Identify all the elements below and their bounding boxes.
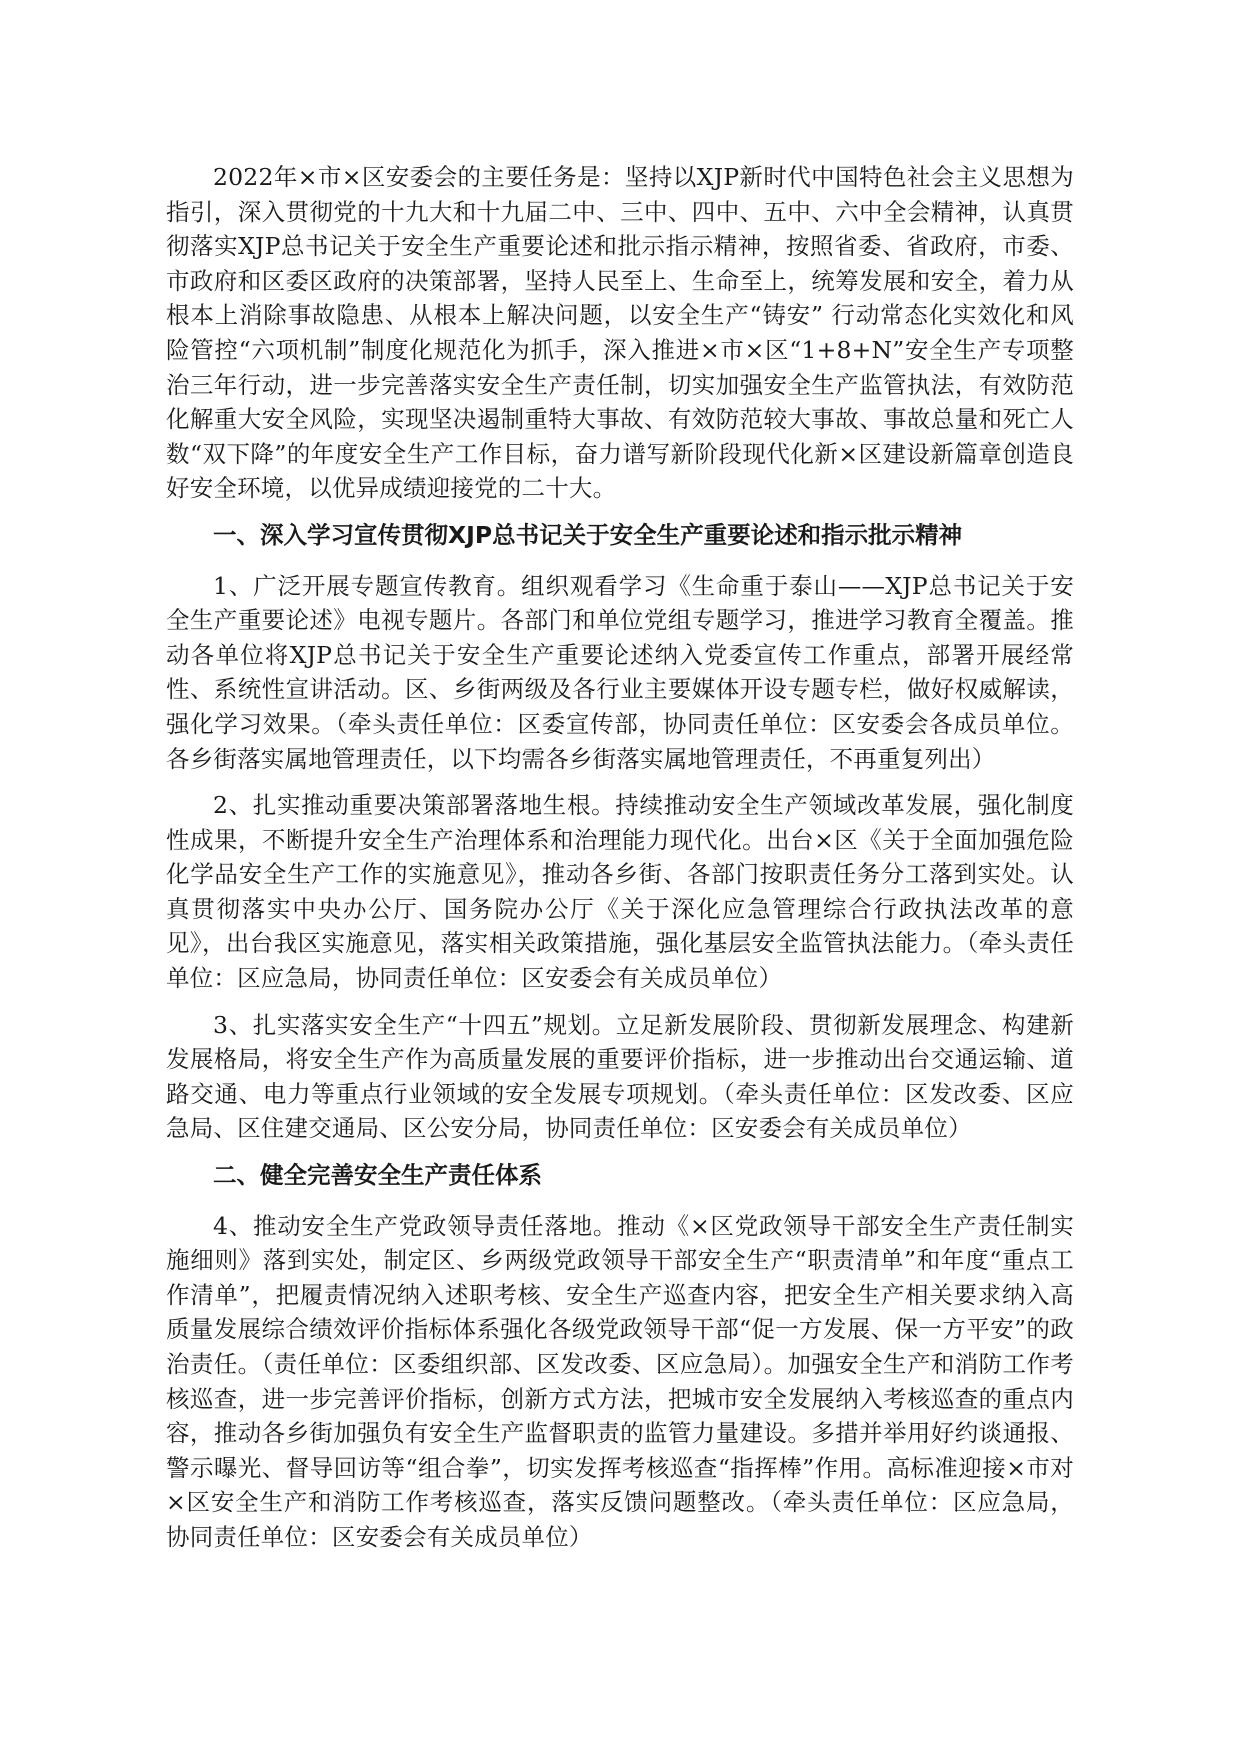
item-paragraph-3: 3、扎实落实安全生产“十四五”规划。立足新发展阶段、贯彻新发展理念、构建新发展格局，将安全生产作为高质量发展的重要评价指标，进一步推动出台交通运输、道路交通、电力等重点行业领域的安全发展专项规划。（牵头责任单位：区发改委、区应急局、区住建交通局、区公安分局，协同责任单位：区安委会有关成员单位） — [166, 1010, 1074, 1143]
item-paragraph-2: 2、扎实推动重要决策部署落地生根。持续推动安全生产领域改革发展，强化制度性成果，不断提升安全生产治理体系和治理能力现代化。出台×区《关于全面加强危险化学品安全生产工作的实施意见》，推动各乡街、各部门按职责任务分工落到实处。认真贯彻落实中央办公厅、国务院办公厅《关于深化应急管理综合行政执法改革的意见》，出台我区实施意见，落实相关政策措施，强化基层安全监管执法能力。（牵头责任单位：区应急局，协同责任单位：区安委会有关成员单位） — [166, 791, 1074, 993]
intro-paragraph: 2022年×市×区安委会的主要任务是：坚持以XJP新时代中国特色社会主义思想为指引，深入贯彻党的十九大和十九届二中、三中、四中、五中、六中全会精神，认真贯彻落实XJP总书记关于安全生产重要论述和批示指示精神，按照省委、省政府，市委、市政府和区委区政府的决策部署，坚持人民至上、生命至上，统筹发展和安全，着力从根本上消除事故隐患、从根本上解决问题，以安全生产“铸安” 行动常态化实效化和风险管控“六项机制”制度化规范化为抓手，深入推进×市×区“1+8+N”安全生产专项整治三年行动，进一步完善落实安全生产责任制，切实加强安全生产监管执法，有效防范化解重大安全风险，实现坚决遏制重特大事故、有效防范较大事故、事故总量和死亡人数“双下降”的年度安全生产工作目标，奋力谱写新阶段现代化新×区建设新篇章创造良好安全环境，以优异成绩迎接党的二十大。 — [166, 163, 1074, 503]
section-heading-2: 二、健全完善安全生产责任体系 — [213, 1161, 542, 1190]
item-paragraph-4: 4、推动安全生产党政领导责任落地。推动《×区党政领导干部安全生产责任制实施细则》落到实处，制定区、乡两级党政领导干部安全生产“职责清单”和年度“重点工作清单”，把履责情况纳入述职考核、安全生产巡查内容，把安全生产相关要求纳入高质量发展综合绩效评价指标体系强化各级党政领导干部“促一方发展、保一方平安”的政治责任。（责任单位：区委组织部、区发改委、区应急局）。加强安全生产和消防工作考核巡查，进一步完善评价指标，创新方式方法，把城市安全发展纳入考核巡查的重点内容，推动各乡街加强负有安全生产监督职责的监管力量建设。多措并举用好约谈通报、警示曝光、督导回访等“组合拳”，切实发挥考核巡查“指挥棒”作用。高标准迎接×市对×区安全生产和消防工作考核巡查，落实反馈问题整改。（牵头责任单位：区应急局，协同责任单位：区安委会有关成员单位） — [166, 1211, 1074, 1551]
document-page — [166, 160, 1074, 1567]
section-heading-1: 一、深入学习宣传贯彻XJP总书记关于安全生产重要论述和指示批示精神 — [213, 520, 963, 549]
item-paragraph-1: 1、广泛开展专题宣传教育。组织观看学习《生命重于泰山——XJP总书记关于安全生产重要论述》电视专题片。各部门和单位党组专题学习，推进学习教育全覆盖。推动各单位将XJP总书记关于安全生产重要论述纳入党委宣传工作重点，部署开展经常性、系统性宣讲活动。区、乡街两级及各行业主要媒体开设专题专栏，做好权威解读，强化学习效果。（牵头责任单位：区委宣传部，协同责任单位：区安委会各成员单位。各乡街落实属地管理责任，以下均需各乡街落实属地管理责任，不再重复列出） — [166, 571, 1074, 773]
